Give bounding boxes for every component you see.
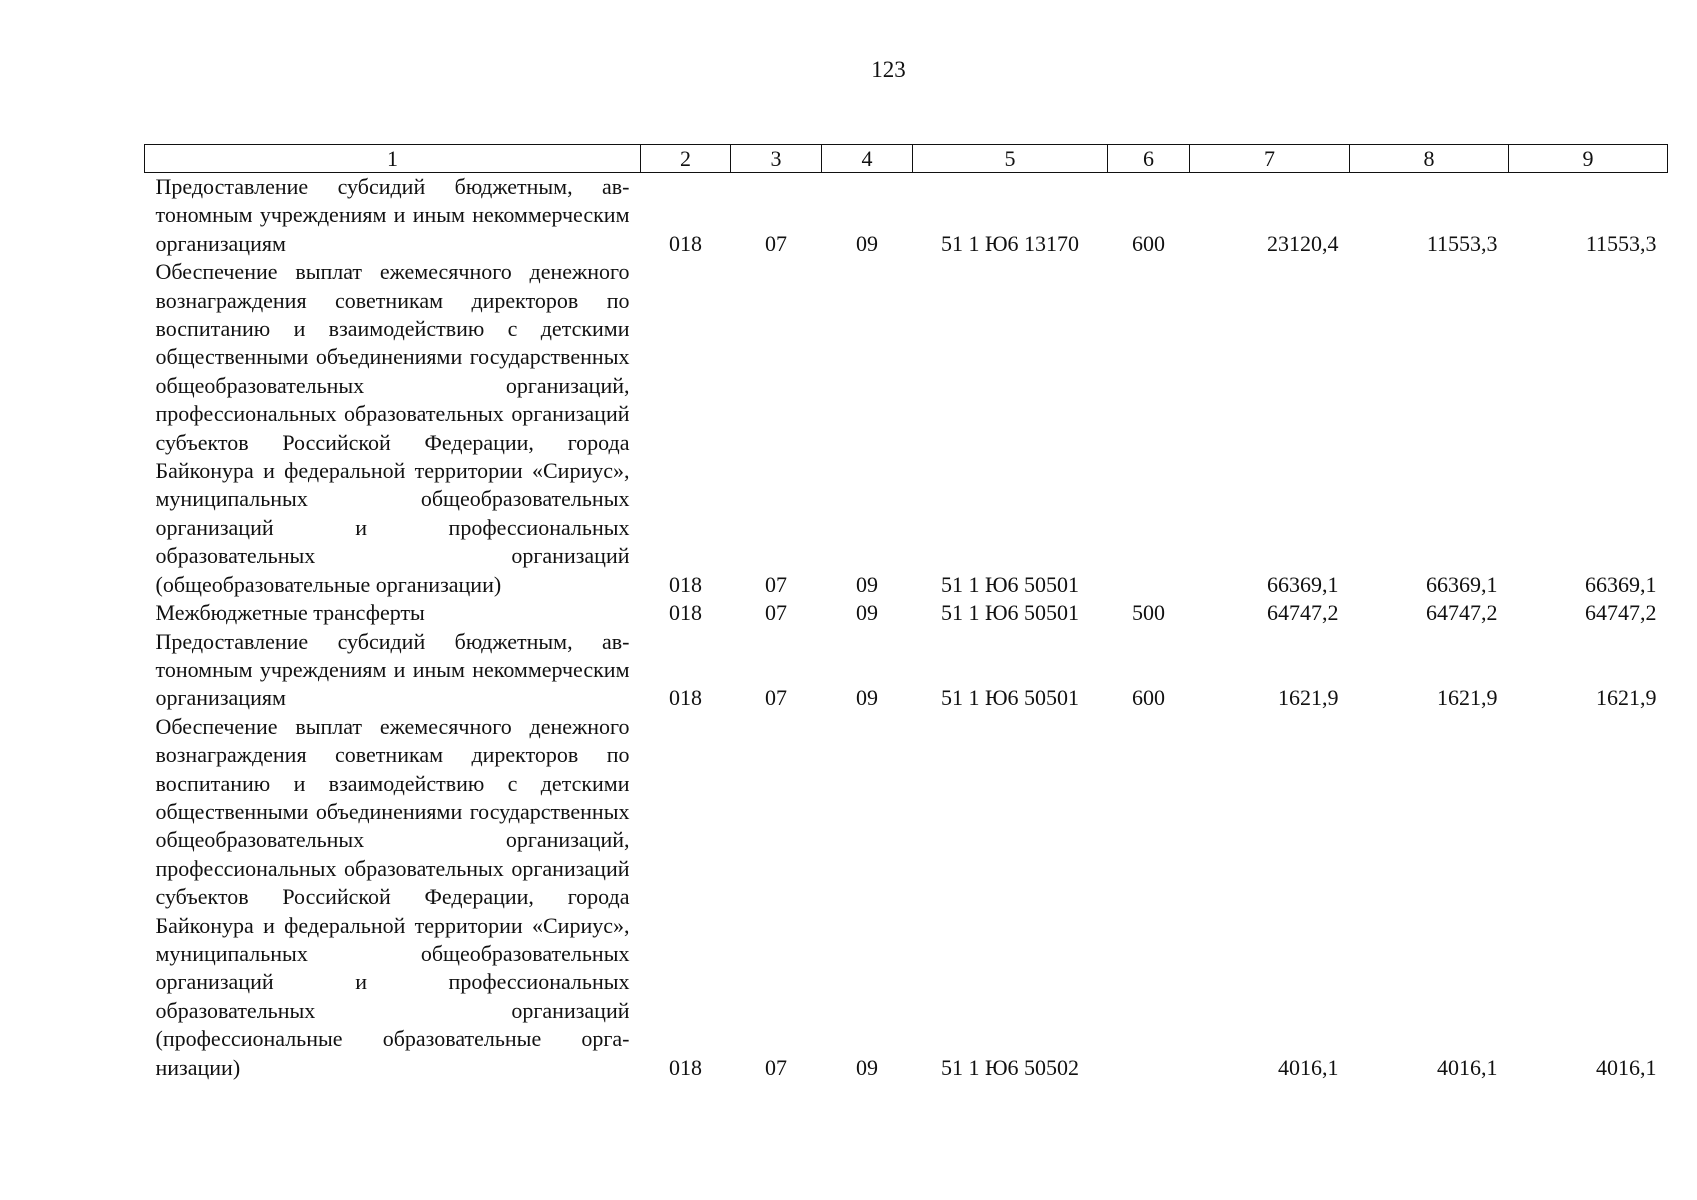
subsection-code: 09 [856, 571, 878, 597]
column-header-6: 6 [1108, 145, 1190, 173]
amount-col-9: 66369,1 [1585, 571, 1657, 597]
ministry-code: 018 [669, 571, 702, 597]
section-code: 07 [765, 685, 787, 711]
subsection-code: 09 [856, 230, 878, 256]
amount-col-7: 23120,4 [1267, 230, 1339, 256]
subsection-code: 09 [856, 685, 878, 711]
amount-col-9: 64747,2 [1585, 600, 1657, 626]
amount-col-8: 1621,9 [1437, 685, 1498, 711]
page-number: 123 [871, 57, 906, 82]
row-description: Предоставление субсидий бюджетным, автономным учреждениям и иным некоммерческим организациям [155, 174, 630, 256]
ministry-code: 018 [669, 600, 702, 626]
column-header-7: 7 [1190, 145, 1350, 173]
subsection-code: 09 [856, 600, 878, 626]
section-code: 07 [765, 571, 787, 597]
row-description: Обеспечение выплат ежемесячного денежного вознаграждения советникам директоров по воспитанию и взаимодействию с детскими общественными объединениями государственных общеобразовательных организаций, профессиональных образовательных организаций субъектов Российской Федерации, города Байконура и федеральной территории «Сириус», муниципальных общеобразовательных организаций и профессиональных образовательных организаций (профессиональные образовательные организации) [155, 713, 630, 1080]
table-row [145, 173, 1668, 259]
subsection-code: 09 [856, 1054, 878, 1080]
table-row [145, 713, 1668, 1082]
target-article-code: 51 1 Ю6 50501 [940, 600, 1080, 626]
amount-col-9: 1621,9 [1596, 685, 1657, 711]
column-header-1: 1 [145, 145, 641, 173]
amount-col-9: 11553,3 [1585, 230, 1657, 256]
amount-col-7: 4016,1 [1278, 1054, 1339, 1080]
column-header-8: 8 [1350, 145, 1509, 173]
amount-col-9: 4016,1 [1596, 1054, 1657, 1080]
row-description: Обеспечение выплат ежемесячного денежного вознаграждения советникам директоров по воспитанию и взаимодействию с детскими общественными объединениями государственных общеобразовательных организаций, профессиональных образовательных организаций субъектов Российской Федерации, города Байконура и федеральной территории «Сириус», муниципальных общеобразовательных организаций и профессиональных образовательных организаций (общеобразовательные организации) [155, 259, 630, 597]
expense-type-code: 600 [1132, 685, 1165, 711]
expense-type-code: 600 [1132, 230, 1165, 256]
row-description: Предоставление субсидий бюджетным, автономным учреждениям и иным некоммерческим организациям [155, 628, 630, 711]
row-description: Межбюджетные трансферты [155, 600, 425, 626]
amount-col-7: 64747,2 [1267, 600, 1339, 626]
amount-col-7: 1621,9 [1278, 685, 1339, 711]
table-row [145, 599, 1668, 627]
target-article-code: 51 1 Ю6 13170 [940, 230, 1080, 256]
table-row [145, 258, 1668, 599]
target-article-code: 51 1 Ю6 50502 [940, 1054, 1080, 1080]
amount-col-8: 66369,1 [1426, 571, 1498, 597]
expense-type-code: 500 [1132, 600, 1165, 626]
column-number-row [145, 145, 1668, 173]
table-row [145, 628, 1668, 713]
section-code: 07 [765, 600, 787, 626]
section-code: 07 [765, 230, 787, 256]
column-header-2: 2 [641, 145, 731, 173]
section-code: 07 [765, 1054, 787, 1080]
expense-type-code [1108, 258, 1190, 599]
column-header-3: 3 [731, 145, 822, 173]
amount-col-8: 4016,1 [1437, 1054, 1498, 1080]
ministry-code: 018 [669, 1054, 702, 1080]
expense-type-code [1108, 713, 1190, 1082]
target-article-code: 51 1 Ю6 50501 [940, 685, 1080, 711]
amount-col-8: 64747,2 [1426, 600, 1498, 626]
ministry-code: 018 [669, 685, 702, 711]
column-header-5: 5 [913, 145, 1108, 173]
target-article-code: 51 1 Ю6 50501 [940, 571, 1080, 597]
ministry-code: 018 [669, 230, 702, 256]
budget-table [144, 144, 1668, 1082]
column-header-9: 9 [1509, 145, 1668, 173]
amount-col-8: 11553,3 [1426, 230, 1498, 256]
amount-col-7: 66369,1 [1267, 571, 1339, 597]
column-header-4: 4 [822, 145, 913, 173]
